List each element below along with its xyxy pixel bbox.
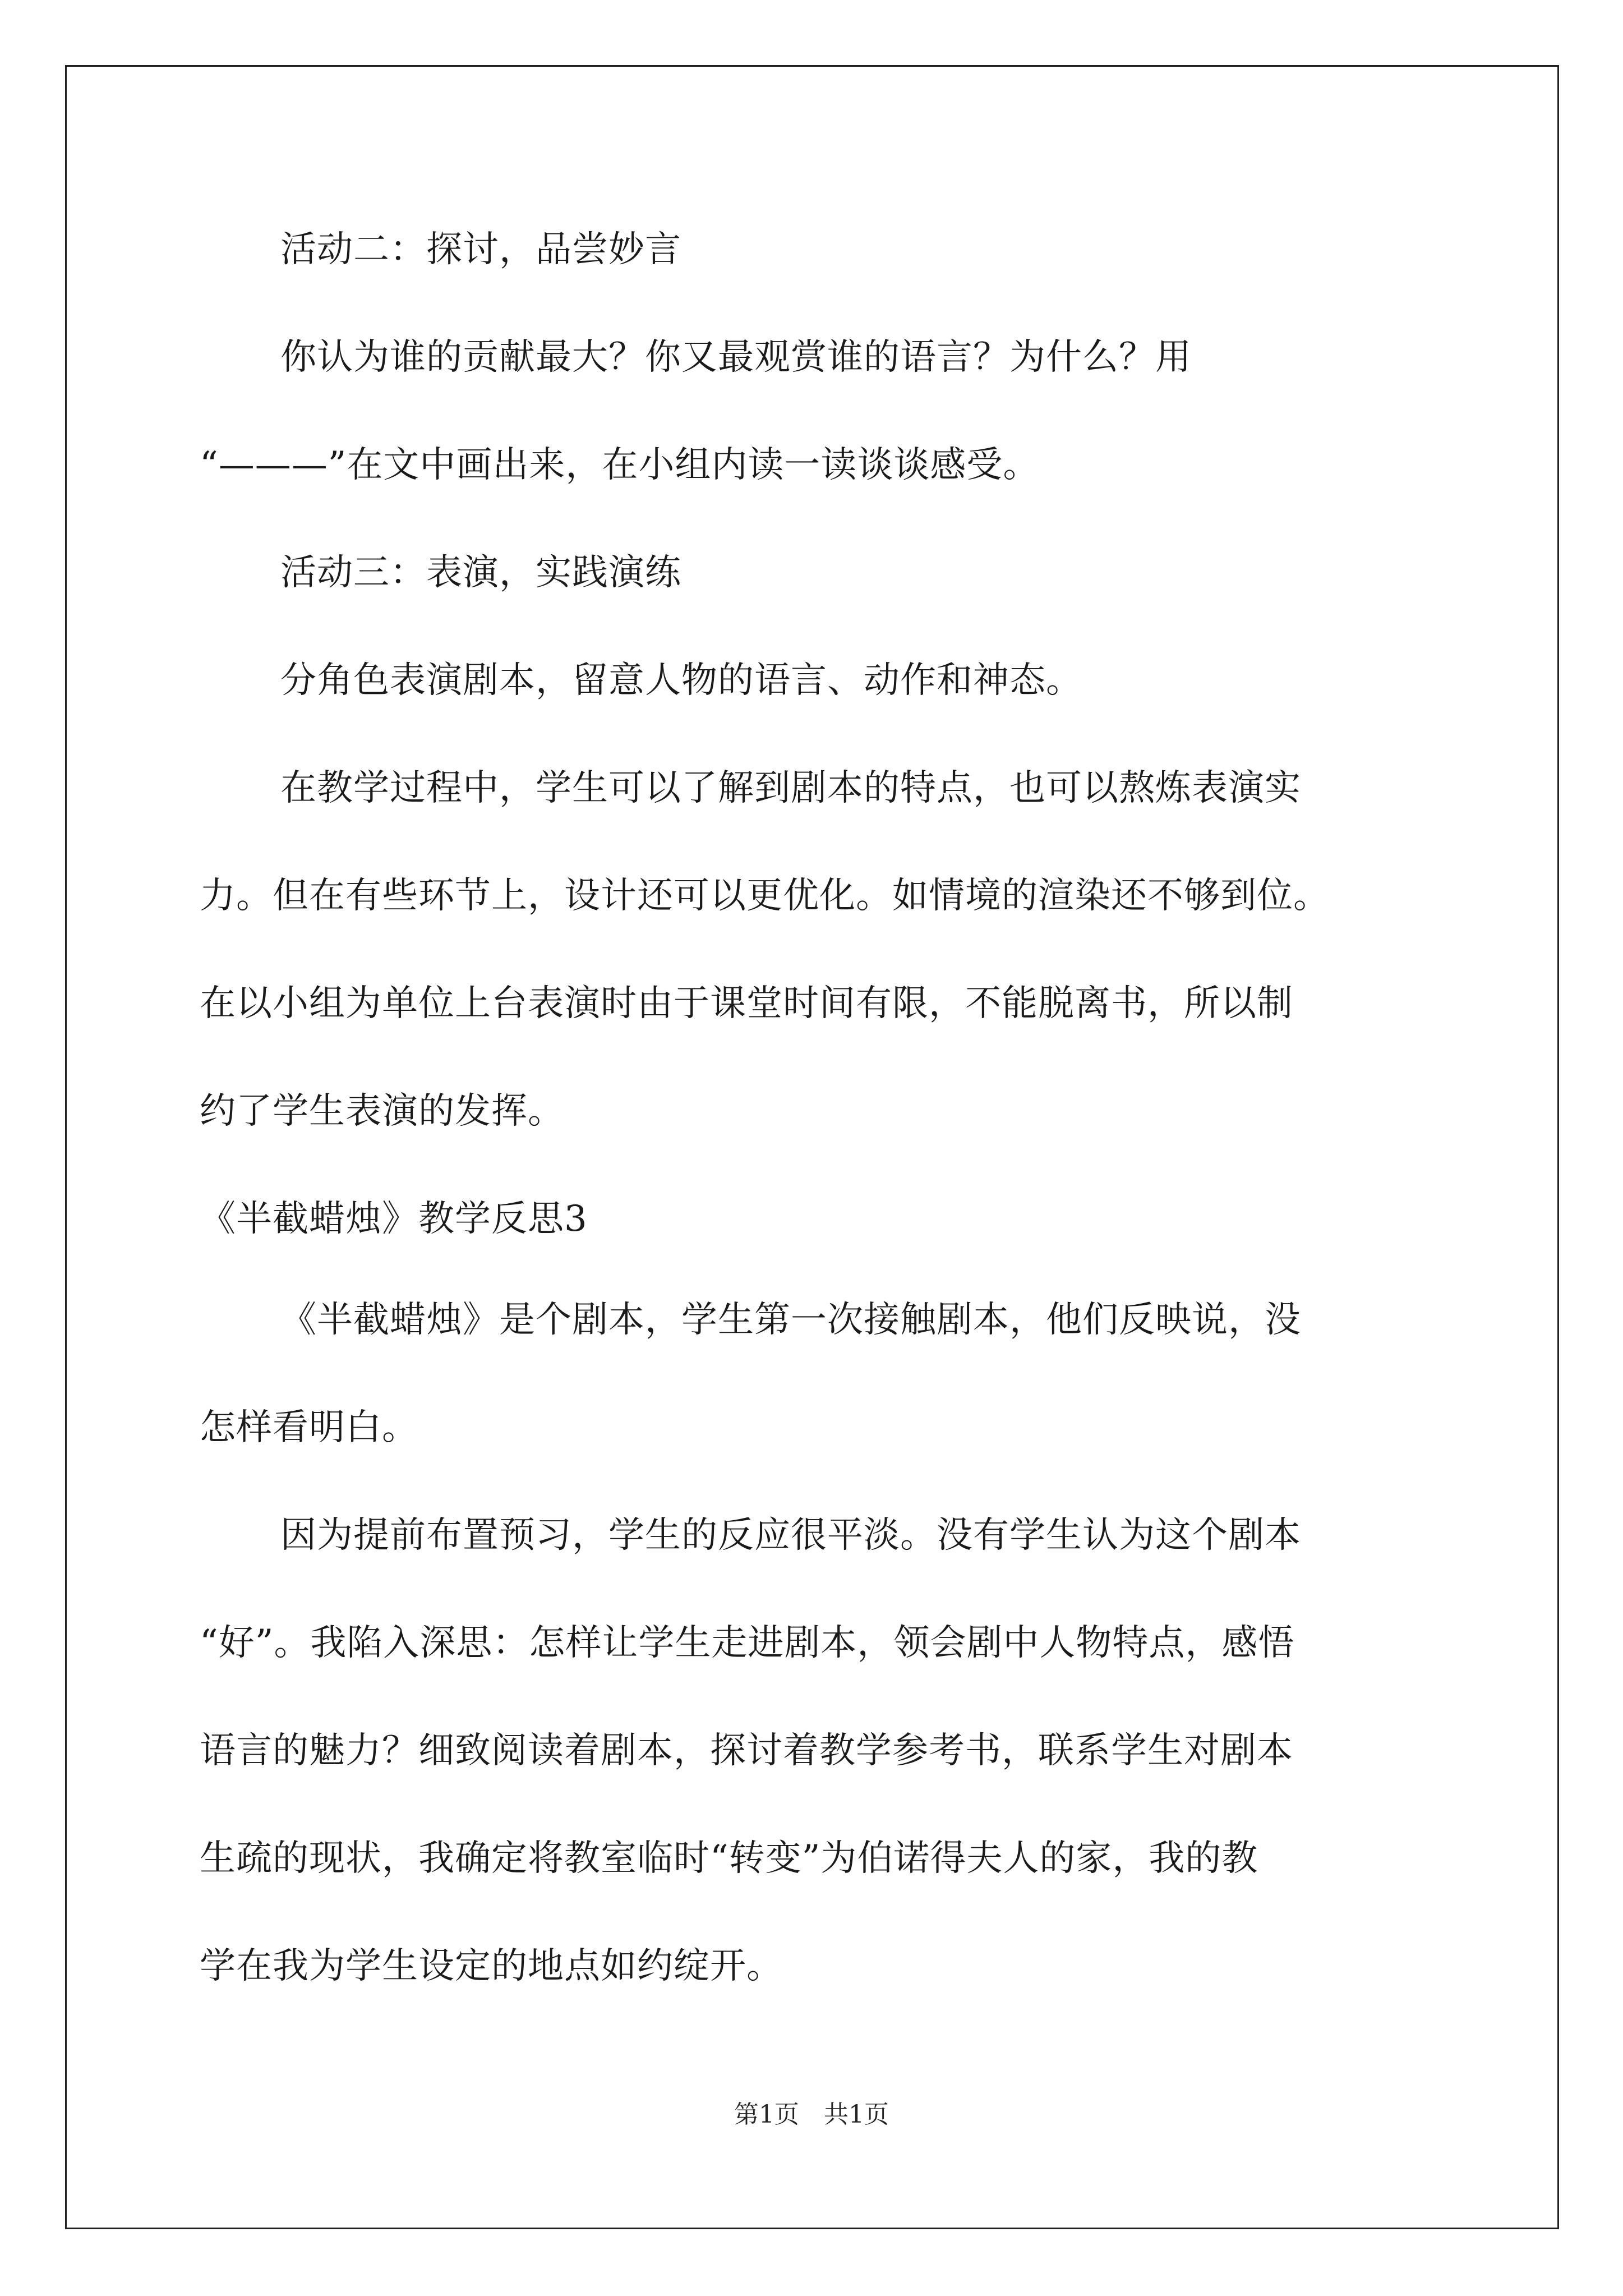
paragraph-line: 生疏的现状，我确定将教室临时“转变”为伯诺得夫人的家，我的教 bbox=[200, 1838, 1258, 1879]
activity-two-heading: 活动二：探讨，品尝妙言 bbox=[280, 229, 681, 270]
paragraph-line: 学在我为学生设定的地点如约绽开。 bbox=[200, 1945, 783, 1987]
paragraph-line: 分角色表演剧本，留意人物的语言、动作和神态。 bbox=[280, 660, 1082, 701]
activity-three-heading: 活动三：表演，实践演练 bbox=[280, 552, 681, 593]
paragraph-line: 在教学过程中，学生可以了解到剧本的特点，也可以熬炼表演实 bbox=[280, 767, 1301, 809]
paragraph-line: “好”。我陷入深思：怎样让学生走进剧本，领会剧中人物特点，感悟 bbox=[200, 1622, 1295, 1664]
paragraph-line: 你认为谁的贡献最大？你又最观赏谁的语言？为什么？用 bbox=[280, 337, 1192, 378]
page-border bbox=[65, 65, 1559, 2229]
paragraph-line: 力。但在有些环节上，设计还可以更优化。如情境的渲染还不够到位。 bbox=[200, 875, 1330, 917]
paragraph-line: 怎样看明白。 bbox=[200, 1407, 418, 1448]
paragraph-line: 《半截蜡烛》是个剧本，学生第一次接触剧本，他们反映说，没 bbox=[280, 1299, 1301, 1341]
paragraph-line: “———”在文中画出来，在小组内读一读谈谈感受。 bbox=[200, 444, 1040, 486]
section-title: 《半截蜡烛》教学反思3 bbox=[200, 1198, 588, 1240]
paragraph-line: 约了学生表演的发挥。 bbox=[200, 1091, 564, 1132]
paragraph-line: 因为提前布置预习，学生的反应很平淡。没有学生认为这个剧本 bbox=[280, 1515, 1301, 1556]
paragraph-line: 在以小组为单位上台表演时由于课堂时间有限，不能脱离书，所以制 bbox=[200, 983, 1293, 1024]
paragraph-line: 语言的魅力？细致阅读着剧本，探讨着教学参考书，联系学生对剧本 bbox=[200, 1730, 1293, 1772]
page-number: 第1页 共1页 bbox=[734, 2100, 889, 2129]
